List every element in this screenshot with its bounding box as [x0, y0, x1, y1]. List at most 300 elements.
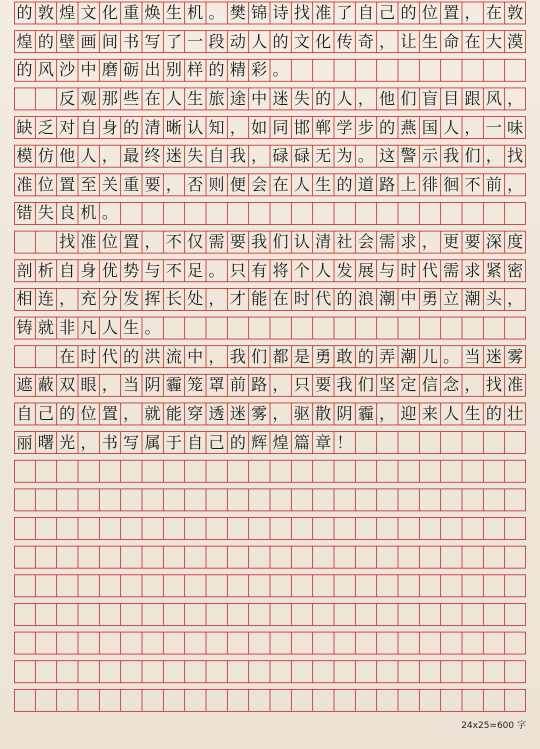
essay-char: 属 [144, 432, 161, 452]
essay-char: 则 [208, 174, 225, 194]
essay-char: 雾 [507, 346, 524, 366]
essay-char: 在 [272, 289, 289, 309]
essay-char: 旅 [208, 88, 225, 108]
essay-char: ， [357, 88, 374, 108]
essay-char: 上 [400, 174, 417, 194]
essay-char: 写 [144, 31, 161, 51]
essay-char: 雾 [251, 403, 268, 423]
essay-char: 在 [485, 3, 502, 22]
essay-char: 展 [357, 260, 374, 280]
essay-char: 身 [80, 260, 97, 280]
essay-char: 自 [16, 403, 33, 423]
essay-char: 徊 [443, 174, 460, 194]
essay-char: 穿 [187, 403, 204, 423]
grid-row [15, 518, 526, 540]
essay-char: 迷 [229, 403, 246, 423]
essay-char: 清 [315, 232, 332, 252]
essay-char: 乏 [37, 117, 54, 137]
essay-char: ， [229, 117, 246, 137]
essay-char: 笼 [187, 375, 204, 395]
essay-char: ， [208, 346, 225, 366]
essay-char: 自 [187, 432, 204, 452]
essay-char: 错 [16, 203, 33, 223]
essay-char: 要 [464, 232, 481, 252]
essay-char: 当 [464, 346, 481, 366]
essay-char: 信 [421, 375, 438, 395]
essay-char: 步 [357, 117, 374, 137]
essay-char: 沙 [59, 60, 76, 80]
essay-char: 潮 [400, 346, 417, 366]
essay-char: 精 [229, 60, 246, 80]
essay-char: 自 [208, 146, 225, 166]
essay-char: 跟 [464, 88, 481, 108]
essay-char: 眼 [80, 375, 97, 395]
essay-char: 会 [251, 174, 268, 194]
essay-char: 敢 [336, 346, 353, 366]
essay-char: 连 [37, 289, 54, 309]
essay-char: 煌 [59, 3, 76, 22]
essay-char: ， [464, 375, 481, 395]
essay-char: 示 [421, 146, 438, 166]
essay-char: 间 [101, 31, 118, 51]
essay-char: 的 [123, 346, 140, 366]
essay-char: 晰 [165, 117, 182, 137]
essay-char: 观 [80, 88, 97, 108]
essay-char: 洪 [144, 346, 161, 366]
essay-char: 反 [59, 88, 76, 108]
essay-char: 认 [293, 232, 310, 252]
essay-char: 中 [187, 346, 204, 366]
essay-char: 足 [187, 260, 204, 280]
essay-char: 双 [59, 375, 76, 395]
essay-char: 敦 [37, 3, 54, 22]
essay-char: 都 [272, 346, 289, 366]
essay-char: 代 [315, 289, 332, 309]
essay-char: ， [507, 289, 524, 309]
essay-char: 的 [123, 117, 140, 137]
essay-char: 头 [485, 289, 502, 309]
essay-char: 需 [208, 232, 225, 252]
essay-char: 化 [315, 31, 332, 51]
essay-char: 立 [443, 289, 460, 309]
essay-char: 在 [272, 174, 289, 194]
essay-char: 无 [315, 146, 332, 166]
essay-char: 章 [315, 432, 332, 452]
essay-char: 焕 [144, 3, 161, 22]
essay-char: 。 [208, 260, 225, 280]
grid-row [15, 603, 526, 625]
essay-char: 这 [379, 146, 396, 166]
essay-char: 人 [443, 117, 460, 137]
essay-char: 位 [37, 174, 54, 194]
essay-char: 于 [165, 432, 182, 452]
essay-char: 樊 [229, 3, 246, 22]
essay-char: 前 [485, 174, 502, 194]
essay-char: 时 [400, 260, 417, 280]
essay-char: 诗 [272, 3, 289, 22]
essay-char: 的 [229, 432, 246, 452]
essay-char: 缺 [16, 117, 33, 137]
essay-char: 代 [421, 260, 438, 280]
essay-char: 会 [357, 232, 374, 252]
essay-char: 煌 [272, 432, 289, 452]
essay-char: 在 [464, 31, 481, 51]
essay-char: 发 [123, 289, 140, 309]
essay-char: 位 [101, 232, 118, 252]
essay-char: 辉 [251, 432, 268, 452]
essay-char: 的 [485, 403, 502, 423]
essay-char: 生 [123, 318, 140, 338]
essay-char: 们 [251, 346, 268, 366]
essay-char: 准 [315, 3, 332, 22]
essay-char: 机 [187, 3, 204, 22]
essay-char: 的 [400, 3, 417, 22]
essay-char: 准 [16, 174, 33, 194]
essay-char: 生 [315, 174, 332, 194]
essay-char: 需 [443, 260, 460, 280]
essay-char: 罩 [208, 375, 225, 395]
essay-char: 霾 [165, 375, 182, 395]
essay-char: 便 [229, 174, 246, 194]
essay-char: 代 [101, 346, 118, 366]
essay-char: 求 [400, 232, 417, 252]
essay-char: 儿 [421, 346, 438, 366]
essay-char: 勇 [315, 346, 332, 366]
essay-char: 。 [144, 318, 161, 338]
essay-char: 文 [293, 31, 310, 51]
essay-char: 一 [485, 117, 502, 137]
essay-char: 找 [485, 375, 502, 395]
essay-char: 国 [421, 117, 438, 137]
essay-char: 了 [165, 31, 182, 51]
essay-char: 发 [336, 260, 353, 280]
essay-char: 我 [443, 146, 460, 166]
essay-char: 书 [101, 432, 118, 452]
essay-char: 才 [229, 289, 246, 309]
essay-char: 同 [272, 117, 289, 137]
essay-char: 前 [229, 375, 246, 395]
essay-char: 与 [144, 260, 161, 280]
essay-char: 碌 [272, 146, 289, 166]
essay-char: ， [208, 289, 225, 309]
essay-char: 们 [272, 232, 289, 252]
essay-char: 他 [379, 88, 396, 108]
essay-char: 自 [59, 260, 76, 280]
essay-char: 重 [123, 174, 140, 194]
essay-char: 人 [165, 88, 182, 108]
essay-char: 密 [507, 260, 524, 280]
essay-char: 驱 [293, 403, 310, 423]
essay-char: 如 [251, 117, 268, 137]
essay-char: 剖 [16, 260, 33, 280]
essay-char: 分 [101, 289, 118, 309]
essay-char: 目 [443, 88, 460, 108]
essay-char: 人 [336, 88, 353, 108]
essay-char: 就 [144, 403, 161, 423]
essay-char: 势 [123, 260, 140, 280]
essay-char: ， [379, 31, 396, 51]
grid-row [15, 661, 526, 683]
essay-char: 盲 [421, 88, 438, 108]
essay-char: 置 [443, 3, 460, 22]
essay-char: 社 [336, 232, 353, 252]
essay-char: 失 [37, 203, 54, 223]
essay-char: ， [251, 146, 268, 166]
essay-char: 漠 [507, 31, 524, 51]
essay-char: 们 [464, 146, 481, 166]
essay-char: 在 [144, 88, 161, 108]
essay-char: 途 [229, 88, 246, 108]
essay-char: 弄 [379, 346, 396, 366]
essay-char: 只 [293, 375, 310, 395]
essay-char: 砺 [123, 60, 140, 80]
grid-row [15, 546, 526, 568]
essay-char: 锦 [251, 3, 268, 22]
grid-row [15, 575, 526, 597]
essay-char: 己 [208, 432, 225, 452]
essay-char: 我 [229, 346, 246, 366]
essay-char: 更 [443, 232, 460, 252]
essay-char: 优 [101, 260, 118, 280]
essay-char: 路 [251, 375, 268, 395]
essay-char: ， [272, 403, 289, 423]
essay-char: 求 [464, 260, 481, 280]
essay-char: 样 [187, 60, 204, 80]
essay-char: 身 [101, 117, 118, 137]
essay-char: 壮 [507, 403, 524, 423]
essay-char: 化 [101, 3, 118, 22]
essay-char: 蔽 [37, 375, 54, 395]
essay-char: 能 [165, 403, 182, 423]
essay-char: 个 [293, 260, 310, 280]
essay-char: ， [464, 3, 481, 22]
essay-char: 那 [101, 88, 118, 108]
essay-char: ， [165, 174, 182, 194]
essay-char: 他 [59, 146, 76, 166]
essay-char: 重 [123, 3, 140, 22]
grid-capacity-caption: 24x25=600 字 [461, 721, 526, 731]
essay-char: 光 [59, 432, 76, 452]
essay-char: 失 [293, 88, 310, 108]
essay-char: 找 [507, 146, 524, 166]
essay-char: 迷 [272, 88, 289, 108]
essay-char: 人 [315, 260, 332, 280]
essay-char: 自 [80, 117, 97, 137]
essay-char: 们 [400, 88, 417, 108]
essay-char: 置 [59, 174, 76, 194]
essay-char: ， [507, 174, 524, 194]
essay-char: 生 [421, 31, 438, 51]
essay-char: 的 [379, 117, 396, 137]
essay-char: 风 [485, 88, 502, 108]
essay-char: 生 [165, 3, 182, 22]
essay-char: 位 [421, 3, 438, 22]
essay-char: 郸 [315, 117, 332, 137]
essay-char: 置 [101, 403, 118, 423]
essay-char: 生 [464, 403, 481, 423]
essay-char: 透 [208, 403, 225, 423]
essay-char: 流 [165, 346, 182, 366]
essay-char: 的 [37, 31, 54, 51]
essay-char: 浪 [357, 289, 374, 309]
essay-char: 燕 [400, 117, 417, 137]
essay-char: 我 [336, 375, 353, 395]
essay-char: 一 [187, 31, 204, 51]
essay-char: 路 [379, 174, 396, 194]
essay-char: 。 [443, 346, 460, 366]
essay-char: 学 [336, 117, 353, 137]
essay-char: 找 [293, 3, 310, 22]
essay-char: 动 [229, 31, 246, 51]
essay-char: 我 [229, 146, 246, 166]
essay-char: 。 [272, 60, 289, 80]
essay-char: 些 [123, 88, 140, 108]
essay-char: 仅 [187, 232, 204, 252]
essay-char: 别 [165, 60, 182, 80]
essay-char: ， [80, 432, 97, 452]
essay-char: 否 [187, 174, 204, 194]
essay-char: 潮 [379, 289, 396, 309]
essay-char: 只 [229, 260, 246, 280]
essay-char: 阴 [144, 375, 161, 395]
grid-row [15, 632, 526, 654]
essay-char: 的 [16, 3, 33, 22]
essay-char: 念 [443, 375, 460, 395]
essay-char: 碌 [293, 146, 310, 166]
essay-char: 潮 [464, 289, 481, 309]
essay-char: 需 [379, 232, 396, 252]
essay-char: 壁 [59, 31, 76, 51]
essay-char: 知 [208, 117, 225, 137]
essay-char: 时 [293, 289, 310, 309]
essay-char: ， [464, 117, 481, 137]
essay-char: 准 [507, 375, 524, 395]
essay-char: 生 [187, 88, 204, 108]
essay-char: 找 [59, 232, 76, 252]
essay-char: 大 [485, 31, 502, 51]
essay-char: 关 [101, 174, 118, 194]
essay-char: 定 [400, 375, 417, 395]
essay-char: 遮 [16, 375, 33, 395]
essay-char: 邯 [293, 117, 310, 137]
essay-char: 有 [251, 260, 268, 280]
essay-char: 最 [123, 146, 140, 166]
essay-char: 要 [315, 375, 332, 395]
essay-char: 人 [101, 318, 118, 338]
essay-char: 要 [144, 174, 161, 194]
essay-char: 是 [293, 346, 310, 366]
essay-char: 勇 [421, 289, 438, 309]
essay-char: 对 [59, 117, 76, 137]
essay-char: 段 [208, 31, 225, 51]
essay-char: 来 [421, 403, 438, 423]
essay-char: 己 [37, 403, 54, 423]
essay-char: 迷 [165, 146, 182, 166]
essay-char: 的 [357, 346, 374, 366]
essay-char: 的 [336, 174, 353, 194]
essay-char: 的 [16, 60, 33, 80]
essay-char: 不 [165, 260, 182, 280]
essay-char: ， [421, 232, 438, 252]
essay-char: 。 [208, 3, 225, 22]
essay-char: 铸 [16, 318, 33, 338]
essay-char: 清 [144, 117, 161, 137]
essay-char: 为 [336, 146, 353, 166]
grid-row [15, 489, 526, 511]
essay-char: 凡 [80, 318, 97, 338]
essay-char: 挥 [144, 289, 161, 309]
essay-char: 长 [165, 289, 182, 309]
essay-char: 徘 [421, 174, 438, 194]
essay-char: 们 [357, 375, 374, 395]
essay-char: 篇 [293, 432, 310, 452]
essay-char: 能 [251, 289, 268, 309]
essay-char: 我 [251, 232, 268, 252]
essay-char: 散 [315, 403, 332, 423]
essay-char: 迷 [485, 346, 502, 366]
essay-char: 终 [144, 146, 161, 166]
grid-row [15, 689, 526, 711]
essay-char: 。 [357, 146, 374, 166]
essay-char: 的 [59, 403, 76, 423]
essay-char: 准 [80, 232, 97, 252]
essay-char: 味 [507, 117, 524, 137]
essay-char: 风 [37, 60, 54, 80]
essay-char: 人 [251, 31, 268, 51]
essay-char: 。 [101, 203, 118, 223]
essay-char: 度 [507, 232, 524, 252]
essay-char: 认 [187, 117, 204, 137]
essay-char: ， [101, 375, 118, 395]
essay-char: 文 [80, 3, 97, 22]
essay-char: 位 [80, 403, 97, 423]
essay-char: 要 [229, 232, 246, 252]
essay-char: 人 [293, 174, 310, 194]
essay-char: 将 [272, 260, 289, 280]
essay-char: 处 [187, 289, 204, 309]
essay-char: 中 [251, 88, 268, 108]
essay-char: 彩 [251, 60, 268, 80]
essay-char: ， [379, 403, 396, 423]
essay-char: 的 [336, 289, 353, 309]
essay-char: 就 [37, 318, 54, 338]
essay-char: 至 [80, 174, 97, 194]
essay-char: ！ [336, 432, 353, 452]
essay-char: 坚 [379, 375, 396, 395]
essay-char: 警 [400, 146, 417, 166]
essay-char: 中 [400, 289, 417, 309]
essay-char: 让 [400, 31, 417, 51]
essay-char: 时 [80, 346, 97, 366]
essay-char: ， [123, 403, 140, 423]
essay-char: 在 [59, 346, 76, 366]
essay-char: 道 [357, 174, 374, 194]
essay-char: 失 [187, 146, 204, 166]
essay-char: 良 [59, 203, 76, 223]
essay-char: 书 [123, 31, 140, 51]
essay-char: 敦 [507, 3, 524, 22]
essay-char: 自 [357, 3, 374, 22]
essay-char: 人 [443, 403, 460, 423]
essay-char: 深 [485, 232, 502, 252]
essay-char: 传 [336, 31, 353, 51]
essay-char: 不 [464, 174, 481, 194]
essay-char: 当 [123, 375, 140, 395]
essay-char: 阴 [336, 403, 353, 423]
essay-char: 模 [16, 146, 33, 166]
essay-char: 充 [80, 289, 97, 309]
essay-char: ， [59, 289, 76, 309]
